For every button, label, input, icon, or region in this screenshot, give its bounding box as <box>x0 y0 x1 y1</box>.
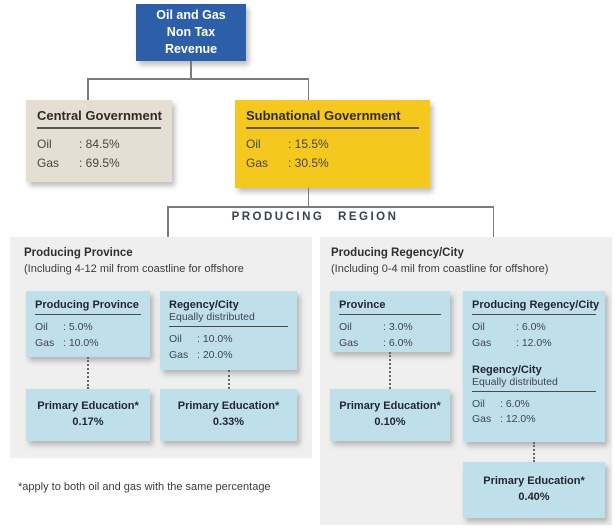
left-province-education-title: Primary Education* <box>37 400 139 413</box>
left-panel-header <box>24 246 244 276</box>
central-gas-value: : 69.5% <box>79 155 120 170</box>
right-panel-subtitle: (Including 0-4 mil from coastline for offshore) <box>331 262 549 275</box>
left-province-gas-value: : 10.0% <box>63 336 99 349</box>
connector-root-vertical <box>190 61 192 78</box>
left-regency-subtitle: Equally distributed <box>169 311 255 323</box>
left-regency-oil-value: : 10.0% <box>197 333 233 345</box>
subnational-government-title: Subnational Government <box>246 108 401 123</box>
connector-central-drop <box>87 78 89 100</box>
central-oil-label: Oil <box>37 137 52 151</box>
central-title-rule <box>37 127 161 129</box>
right-province-oil-row <box>339 320 441 336</box>
connector-region-left-drop <box>167 206 169 237</box>
right-producing-regency-oil-label: Oil <box>472 321 485 333</box>
right-province-box <box>330 291 450 352</box>
right-province-education-title: Primary Education* <box>339 400 441 413</box>
right-producing-regency-gas-label: Gas <box>472 336 492 349</box>
left-producing-province-rule <box>35 314 141 315</box>
right-producing-regency-box <box>463 291 605 442</box>
right-province-education-box <box>330 389 450 441</box>
subnational-government-node <box>235 100 430 188</box>
left-regency-education-box <box>160 389 297 441</box>
left-producing-province-box <box>26 291 150 357</box>
left-regency-oil-row <box>169 332 288 348</box>
right-regency-equally-oil-row <box>472 397 596 413</box>
root-line-1: Oil and Gas <box>156 8 226 23</box>
left-province-education-box <box>26 389 150 441</box>
left-panel-title: Producing Province <box>24 247 133 259</box>
subnational-title-rule <box>246 127 419 129</box>
right-province-gas-value: : 6.0% <box>383 336 413 349</box>
right-producing-regency-oil-row <box>472 320 596 336</box>
left-regency-title: Regency/City <box>169 299 239 311</box>
right-regency-equally-title: Regency/City <box>472 363 542 376</box>
right-producing-regency-gas-value: : 12.0% <box>516 336 552 349</box>
subnational-oil-row <box>246 135 419 154</box>
central-gas-row <box>37 154 161 173</box>
root-line-3: Revenue <box>164 41 218 56</box>
central-oil-value: : 84.5% <box>79 137 120 151</box>
right-panel-title: Producing Regency/City <box>331 247 464 259</box>
left-regency-gas-row <box>169 348 288 364</box>
right-regency-education-value: 0.40% <box>518 491 550 503</box>
right-regency-section-spacer <box>472 352 596 364</box>
left-regency-rule <box>169 326 288 327</box>
root-node-oil-gas-non-tax-revenue <box>136 4 246 61</box>
right-regency-equally-rule <box>472 391 596 392</box>
producing-region-label: PRODUCING REGION <box>231 211 399 223</box>
subnational-oil-label: Oil <box>246 137 261 151</box>
right-province-rule <box>339 314 441 315</box>
left-producing-province-title: Producing Province <box>35 299 139 311</box>
subnational-gas-value: : 30.5% <box>288 155 329 170</box>
dotted-right-regency-to-education <box>533 442 535 462</box>
left-province-oil-label: Oil <box>35 321 48 333</box>
subnational-gas-row <box>246 154 419 173</box>
right-province-oil-value: : 3.0% <box>383 321 413 333</box>
left-regency-city-box <box>160 291 297 370</box>
root-line-2: Non Tax <box>166 25 216 40</box>
left-regency-gas-label: Gas <box>169 348 189 361</box>
right-panel-header <box>331 246 548 276</box>
right-producing-regency-title: Producing Regency/City <box>472 299 600 311</box>
subnational-gas-label: Gas <box>246 155 269 170</box>
right-producing-regency-oil-value: : 6.0% <box>516 321 546 333</box>
left-regency-education-value: 0.33% <box>212 416 245 428</box>
connector-subnational-to-region <box>308 188 310 206</box>
right-regency-education-title: Primary Education* <box>483 475 585 488</box>
left-province-gas-row <box>35 336 141 352</box>
left-regency-gas-value: : 20.0% <box>197 348 233 361</box>
central-government-title: Central Government <box>37 108 162 123</box>
connector-gov-horizontal <box>87 78 309 80</box>
right-province-education-value: 0.10% <box>374 416 406 428</box>
left-province-education-value: 0.17% <box>72 416 104 428</box>
connector-subnational-drop <box>308 78 310 100</box>
right-province-oil-label: Oil <box>339 321 352 333</box>
footnote: *apply to both oil and gas with the same percentage <box>18 481 271 493</box>
left-panel-subtitle: (Including 4-12 mil from coastline for offshore <box>24 262 244 275</box>
subnational-oil-value: : 15.5% <box>288 137 329 151</box>
right-regency-equally-oil-value: : 6.0% <box>500 397 530 410</box>
left-regency-oil-label: Oil <box>169 333 182 345</box>
dotted-left-regency-to-education <box>228 370 230 389</box>
dotted-right-province-to-education <box>389 352 391 389</box>
left-province-oil-row <box>35 320 141 336</box>
right-producing-regency-rule <box>472 314 596 315</box>
right-regency-equally-subtitle: Equally distributed <box>472 375 558 388</box>
right-regency-equally-gas-value: : 12.0% <box>500 413 536 426</box>
central-gas-label: Gas <box>37 155 60 170</box>
left-province-oil-value: : 5.0% <box>63 321 93 333</box>
right-regency-equally-oil-label: Oil <box>472 397 485 410</box>
right-regency-education-box <box>463 462 605 518</box>
connector-region-right-drop <box>493 206 495 237</box>
right-regency-equally-gas-row <box>472 412 596 428</box>
right-province-gas-row <box>339 336 441 352</box>
left-province-gas-label: Gas <box>35 336 55 349</box>
dotted-left-province-to-education <box>87 357 89 389</box>
connector-region-horizontal <box>167 206 494 208</box>
central-government-node <box>26 100 172 182</box>
right-regency-equally-gas-label: Gas <box>472 413 492 426</box>
right-province-gas-label: Gas <box>339 336 359 349</box>
left-regency-education-title: Primary Education* <box>177 400 280 413</box>
right-producing-regency-gas-row <box>472 336 596 352</box>
right-province-title: Province <box>339 299 386 311</box>
central-oil-row <box>37 135 161 154</box>
